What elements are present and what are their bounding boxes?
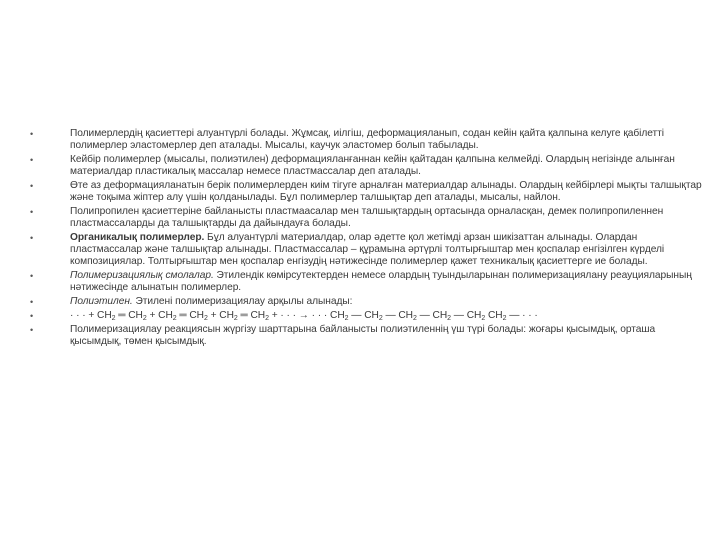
paragraph-lead: Органикалық полимерлер.: [70, 232, 205, 243]
bullet-icon: •: [30, 155, 34, 165]
bullet-icon: •: [30, 297, 34, 308]
bullet-icon: •: [30, 271, 34, 282]
paragraph-lead: Полиэтилен.: [70, 296, 133, 308]
bullet-icon: •: [30, 129, 34, 139]
paragraph-text: Полипропилен қасиеттеріне байланысты пластмаасалар мен талшықтардың ортасында орналасқан, демек полипропиленнен пластмассаларды да талшықтарды да дайындауға болады.: [70, 206, 664, 230]
paragraph-text: Полимеризациялау реакциясын жүргізу шарттарына байланысты полиэтиленнің үш түрі болады: жоғары қысымдық, орташа қысымдық, төмен қысымдық.: [70, 323, 656, 347]
paragraph-text: Полимерлердің қасиеттері алуантүрлі болады. Жұмсақ, иілгіш, деформацияланып, содан кейін қайта қалпына келуге қабілетті полимерлер эластомерлер деп аталады. Мысалы, каучук эластомер болып табылады.: [70, 128, 664, 152]
list-item: [30, 270, 702, 294]
paragraph-text: Этилені полимеризациялау арқылы алынады:: [132, 296, 353, 308]
list-item: [30, 128, 702, 152]
list-item: [30, 180, 702, 204]
paragraph-text: Өте аз деформацияланатын берік полимерлерден киім тігуге арналған материалдар алынады. Олардың кейбірлері мықты талшықтар және тоқыма жіптер алу үшін қолданылады. Бұл полимерлер талшықтар деп аталады, мысалы, найлон.: [70, 180, 702, 204]
list-item: [30, 324, 702, 348]
bullet-icon: •: [30, 324, 34, 335]
bullet-list: [30, 128, 702, 350]
list-item: [30, 206, 702, 230]
list-item: [30, 154, 702, 178]
bullet-icon: •: [30, 311, 34, 321]
polymerization-formula: · · · + $CH_2$ ═ $CH_2 + CH_2$ ═ $CH_2 + CH_2$ ═ $CH_2$ + · · · → · · · $CH_2$ — $CH_2$ — $CH_2$ — $CH_2$ — $CH_2$ $CH_2$ — · · ·: [70, 310, 538, 322]
list-item: [30, 232, 702, 269]
paragraph-text: Этилендік көмірсутектерден немесе олардың туындыларынан полимеризациялану реауцияларының нәтижесінде алынатын полимерлер.: [70, 270, 692, 294]
list-item: [30, 310, 702, 322]
bullet-icon: •: [30, 207, 34, 217]
bullet-icon: •: [30, 181, 34, 191]
paragraph-text: Кейбір полимерлер (мысалы, полиэтилен) деформацияланғаннан кейін қайтадан қалпына келмейді. Олардың негізінде алынған материалдар пластикалық массалар немесе пластмассалар деп аталады.: [70, 154, 675, 178]
list-item: [30, 296, 702, 308]
paragraph-text: Бұл алуантүрлі материалдар, олар әдетте қол жетімді арзан шикізаттан алынады. Олардан пластмассалар және талшықтар алынады. Пластмассалар – құрамына әртүрлі толтырғыштар мен қоспалар енгізілген күрделі композициялар. Толтырғыштар мен қоспалар енгізудің нәтижесінде полимерлер қажет техникалық қасиеттерге ие болады.: [70, 232, 665, 268]
bullet-icon: •: [30, 233, 34, 243]
paragraph-lead: Полимеризациялық смолалар.: [70, 270, 214, 282]
